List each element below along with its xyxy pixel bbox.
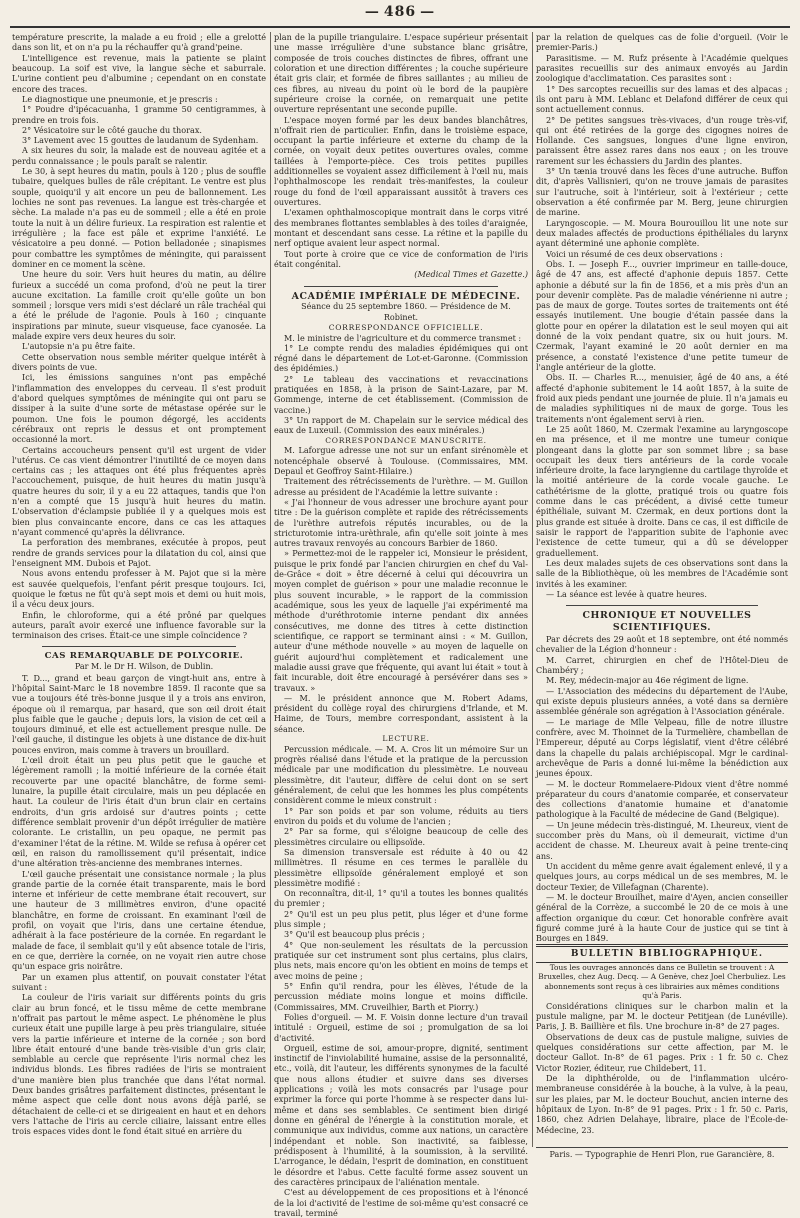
paragraph: Tout porte à croire que ce vice de conformation de l'iris était congénital.: [274, 248, 528, 269]
paragraph: Folies d'orgueil. — M. F. Voisin donne lecture d'un travail intitulé : Orgueil, estime de soi ; promulgation de sa loi d'activité.: [274, 1011, 528, 1043]
paragraph: L'autopsie n'a pu être faite.: [22, 341, 136, 352]
section-separator: [304, 286, 498, 287]
paragraph: 2° De petites sangsues très-vivaces, d'un rouge très-vif, qui ont été retirées de la gorge des cigognes noires de Hollande. Ces sangsues, longues d'une ligne environ, paraissent être assez rares dans nos eaux ; on les trouve rarement sur les échassiers du Jardin des plantes.: [536, 114, 788, 166]
paragraph: 1° Des sarcoptes recueillis sur des lamas et des alpacas ; ils ont paru à MM. Leblanc et Delafond différer de ceux qui sont actuellement connus.: [536, 83, 788, 115]
paragraph: 1° Poudre d'ipécacuanha, 1 gramme 50 centigrammes, à prendre en trois fois.: [12, 104, 266, 125]
printer-footer: Paris. — Typographie de Henri Plon, rue Garancière, 8.: [536, 1147, 788, 1159]
paragraph: Les deux malades sujets de ces observations sont dans la salle de la Bibliothèque, où les membres de l'Académie sont invités à les examiner.: [536, 557, 788, 589]
paragraph: Nous avons entendu professer à M. Pajot que si la mère est sauvée quelquefois, l'enfant périt presque toujours. Ici, quoique le fœtus ne fût qu'à sept mois et demi ou huit mois, il a vécu deux jours.: [12, 568, 266, 610]
paragraph: M. Rey, médecin-major au 46e régiment de ligne.: [546, 675, 749, 686]
paragraph: Le 25 août 1860, M. Czermak l'examine au laryngoscope en ma présence, et il me montre une tumeur conique plongeant dans la glotte par son sommet libre ; sa base occupait les deux tiers antérieurs de la corde vocale inférieure droite, la face laryngienne du cartilage thyroïde et la moitié antérieure de la corde vocale gauche. Le cathétérisme de la glotte, pratiqué trois ou quatre fois comme dans le cas précédent, a divisé cette tumeur épithéliale, suivant M. Czermak, en deux portions dont la plus grande est située à droite. Dans ce cas, il est difficile de saisir le rapport de l'apparition subite de l'aphonie avec l'existence de cette tumeur, qui a dû se développer graduellement.: [536, 423, 788, 558]
section-separator: [566, 605, 758, 606]
paragraph: Obs. I. — Joseph F..., ouvrier imprimeur en taille-douce, âgé de 47 ans, est affecté d'aphonie depuis 1857. Cette aphonie a débuté sur la fin de 1856, et a mis près d'un an pour devenir complète. Pas de maladie vénérienne ni autre ; pas de maux de gorge. Toutes sortes de traitements ont été essayés inutilement. Une bougie d'étain passée dans la glotte pour en opérer la dilatation est le seul moyen qui ait donné de la voix pendant quatre, six ou huit jours. M. Czermak, l'ayant examiné le 20 août dernier en ma présence, a constaté l'existence d'une petite tumeur de l'angle antérieur de la glotte.: [536, 258, 788, 372]
paragraph: A six heures du soir, la malade est de nouveau agitée et a perdu connaissance ; le pouls paraît se ralentir.: [12, 145, 266, 166]
paragraph: par la relation de quelques cas de folie d'orgueil. (Voir le premier-Paris.): [536, 32, 788, 53]
paragraph: Ici, les émissions sanguines n'ont pas empêché l'inflammation des enveloppes du cerveau. Il s'est produit d'abord quelques symptômes de méningite qui ont paru se dissiper à la suite d'une sorte de métastase opérée sur le poumon. Une fois le poumon dégorgé, les accidents cérébraux ont repris le dessus et ont promptement occasionné la mort.: [12, 372, 266, 445]
paragraph: — Un jeune médecin très-distingué, M. Lheureux, vient de succomber près du Mans, où il demeurait, victime d'un accident de chasse. M. Lheureux avait à peine trente-cinq ans.: [536, 819, 788, 861]
paragraph: — Le mariage de Mlle Velpeau, fille de notre illustre confrère, avec M. Thoinnet de la Turmelière, chambellan de l'Empereur, député au Corps législatif, vient d'être célébré dans la chapelle du palais archiépiscopal. Mgr le cardinal-archevêque de Paris a donné lui-même la bénédiction aux jeunes époux.: [536, 716, 788, 779]
paragraph: 2° Le tableau des vaccinations et revaccinations pratiquées en 1858, à la prison de Saint-Lazare, par M. Gommenge, interne de cet établissement. (Commission de vaccine.): [274, 373, 528, 415]
paragraph: L'œil droit était un peu plus petit que le gauche et légèrement ramolli ; la moitié inférieure de la cornée était recouverte par une opacité blanchâtre, de forme semi-lunaire, la pupille était circulaire, mais un peu déplacée en haut. La couleur de l'iris était d'un brun clair en certains endroits, d'un gris ardoisé sur d'autres points ; cette différence semblait provenir d'un dépôt irrégulier de matière colorante. Le cristallin, un peu opaque, ne permit pas d'examiner l'état de la rétine. M. Wilde se refusa à opérer cet œil, en raison du ramollissement qu'il présentait, indice d'une altération très-ancienne des membranes internes.: [12, 755, 266, 869]
paragraph: L'espace moyen formé par les deux bandes blanchâtres, n'offrait rien de particulier. Enfin, dans le troisième espace, occupant la partie inférieure et externe du champ de la cornée, on voyait deux petites ouvertures ovales, comme taillées à l'emporte-pièce. Ces trois petites pupilles additionnelles se voyaient assez difficilement à l'œil nu, mais l'ophthalmoscope les rendait très-manifestes, la couleur rouge du fond de l'œil apparaissant aussitôt à travers ces ouvertures.: [274, 114, 528, 207]
paragraph: « J'ai l'honneur de vous adresser une brochure ayant pour titre : De la guérison complète et rapide des rétrécissements de l'urèthre autrefois réputés incurables, ou de la stricturotomie intra-urèthrale, afin qu'elle soit jointe à mes autres travaux renvoyés au concours Barbier de 1860.: [274, 496, 528, 549]
paragraph: M. Carret, chirurgien en chef de l'Hôtel-Dieu de Chambéry ;: [536, 654, 788, 676]
paragraph: L'examen ophthalmoscopique montrait dans le corps vitré des membranes flottantes semblables à des toiles d'araignée, montant et descendant sans cesse. La rétine et la papille du nerf optique avaient leur aspect normal.: [274, 207, 528, 249]
header-rule: [10, 26, 790, 28]
paragraph: Voici un résumé de ces deux observations :: [546, 248, 723, 259]
paragraph: Par un examen plus attentif, on pouvait constater l'état suivant :: [12, 971, 266, 992]
paragraph: — M. le docteur Brouilhet, maire d'Ayen, ancien conseiller général de la Corrèze, a succombé le 20 de ce mois à une affection organique du cœur. Cet honorable confrère avait figuré comme juré à la haute Cour de justice qui se tint à Bourges en 1849.: [536, 891, 788, 944]
paragraph: — L'Association des médecins du département de l'Aube, qui existe depuis plusieurs années, a voté dans sa dernière assemblée générale son agrégation à l'Association générale.: [536, 685, 788, 717]
paragraph: L'intelligence est revenue, mais la patiente se plaint beaucoup. La soif est vive, la langue sèche et saburrale. L'urine contient peu d'albumine ; cependant on en constate encore des traces.: [12, 52, 266, 94]
paragraph: M. le ministre de l'agriculture et du commerce transmet :: [284, 332, 522, 343]
subsection-title: CORRESPONDANCE MANUSCRITE.: [325, 435, 487, 445]
paragraph: C'est au développement de ces propositions et à l'énoncé de la loi d'activité de l'estime de soi-même qu'est consacré ce travail, terminé: [274, 1187, 528, 1218]
paragraph: La couleur de l'iris variait sur différents points du gris clair au brun foncé, et le tissu même de cette membrane n'offrait pas partout le même aspect. Le phénomène le plus curieux était une pupille large à peu près triangulaire, située vers la partie inférieure et interne de la cornée ; son bord libre était entouré d'une bande très-visible d'un gris clair, semblable au cercle que représente l'iris normal chez les individus blonds. Les fibres radiées de l'iris se montraient d'une manière bien plus tranchée que dans l'état normal. Deux bandes grisâtres parfaitement distinctes, présentant le même aspect que celle dont nous avons déjà parlé, se détachaient de celle-ci et se dirigeaient en haut et en dehors vers l'attache de l'iris au cercle ciliaire, laissant entre elles trois espaces vides dont le fond était situé en arrière du: [12, 992, 266, 1137]
paragraph: Orgueil, estime de soi, amour-propre, dignité, sentiment instinctif de l'inviolabilité humaine, assise de la personnalité, etc., voilà, dit l'auteur, les différents synonymes de la faculté que nous allons étudier et suivre dans ses diverses applications ; voilà les mots consacrés par l'usage pour exprimer la force qui porte l'homme à se respecter dans lui-même et dans ses semblables. Ce sentiment bien dirigé donne en général de l'énergie à la constitution morale, et communique aux individus, comme aux nations, un caractère indépendant et noble. Son inactivité, sa faiblesse, prédisposent à l'humilité, à la soumission, à la servilité. L'arrogance, le dédain, l'esprit de domination, en constituent le désordre et l'abus. Cette faculté forme assez souvent un des caractères principaux de l'aliénation mentale.: [274, 1042, 528, 1187]
bibliography-entry: Observations de deux cas de pustule maligne, suivies de quelques considérations sur cette affection, par M. le docteur Gallot. In-8° de 61 pages. Prix : 1 fr. 50 c. Chez Victor Rozier, éditeur, rue Childebert, 11.: [536, 1031, 788, 1073]
journal-page: [6, 0, 794, 1218]
section-separator: [42, 646, 236, 647]
paragraph: Laryngoscopie. — M. Moura Bourouillou lit une note sur deux malades affectés de productions épithéliales du larynx ayant déterminé une aphonie complète.: [536, 217, 788, 249]
paragraph: Parasitisme. — M. Rufz présente à l'Académie quelques parasites recueillis sur des animaux envoyés au Jardin zoologique d'acclimatation. Ces parasites sont :: [536, 52, 788, 84]
bulletin-intro: Tous les ouvrages annoncés dans ce Bulletin se trouvent : A Bruxelles, chez Aug. Decq. — A Genève, chez Joel Cherbuliez. Les abonnements sont reçus à ces librairies aux mêmes conditions qu'à Paris.: [538, 963, 786, 1001]
column-divider: [270, 32, 271, 1147]
paragraph: 4° Que non-seulement les résultats de la percussion pratiquée sur cet instrument sont plus certains, plus clairs, plus nets, mais encore qu'on les obtient en moins de temps et avec moins de peine ;: [274, 939, 528, 981]
paragraph: Traitement des rétrécissements de l'urèthre. — M. Guillon adresse au président de l'Académie la lettre suivante :: [274, 476, 528, 497]
column-2: [274, 32, 528, 1218]
paragraph: La perforation des membranes, exécutée à propos, peut rendre de grands services pour la dilatation du col, ainsi que l'enseignent MM. Dubois et Pajot.: [12, 537, 266, 568]
paragraph: — La séance est levée à quatre heures.: [546, 588, 707, 599]
paragraph: 1° Le compte rendu des maladies épidémiques qui ont régné dans le département de Lot-et-Garonne. (Commission des épidémies.): [274, 342, 528, 374]
source-citation: (Medical Times et Gazette.): [414, 269, 528, 280]
paragraph: » Permettez-moi de le rappeler ici, Monsieur le président, puisque le prix fondé par l'ancien chirurgien en chef du Val-de-Grâce « doit » être décerné à celui qui découvrira un moyen complet de guérison » pour une maladie reconnue le plus souvent incurable, » le rapport de la commission académique, sous les yeux de laquelle j'ai expérimenté ma méthode d'uréthrotomie interne pendant dix années consécutives, me donne des titres à cette distinction scientifique, ce rapport se terminant ainsi : « M. Guillon, auteur d'une méthode nouvelle » au moyen de laquelle on guérit aujourd'hui complètement et radicalement une maladie aussi grave que fréquente, qui avant lui était » tout à fait incurable, doit être encouragé à persévérer dans ses » travaux. »: [274, 548, 528, 693]
paragraph: 1° Par son poids et par son volume, réduits au tiers environ du poids et du volume de l'ancien ;: [274, 805, 528, 826]
column-divider: [532, 32, 533, 1147]
section-title: ACADÉMIE IMPÉRIALE DE MÉDECINE.: [291, 290, 521, 302]
paragraph: — M. le docteur Rommelaere-Pidoux vient d'être nommé préparateur du cours d'anatomie comparée, et conservateur des collections d'anatomie humaine et d'anatomie pathologique à la Faculté de médecine de Gand (Belgique).: [536, 778, 788, 820]
bibliography-entry: Considérations cliniques sur le charbon malin et la pustule maligne, par M. le docteur Petitjean (de Lunéville). Paris, J. B. Baillière et fils. Une brochure in-8° de 27 pages.: [536, 1000, 788, 1032]
paragraph: Obs. II. — Charles R..., menuisier, âgé de 40 ans, a été affecté d'aphonie subitement le 14 août 1857, à la suite de froid aux pieds pendant une journée de pluie. Il n'a jamais eu de maladies syphilitiques ni de maux de gorge. Tous les traitements n'ont également servi à rien.: [536, 372, 788, 424]
paragraph: Cette observation nous semble mériter quelque intérêt à divers points de vue.: [12, 351, 266, 372]
bibliography-entry: De la diphthérolde, ou de l'inflammation ulcéro-membraneuse considérée à la bouche, à la vulve, à la peau, sur les plaies, par M. le docteur Bouchut, ancien interne des hôpitaux de Lyon. In-8° de 91 pages. Prix : 1 fr. 50 c. Paris, 1860, chez Adrien Delahaye, libraire, place de l'École-de-Médecine, 23.: [536, 1072, 788, 1135]
paragraph: 2° Vésicatoire sur le côté gauche du thorax.: [22, 124, 202, 135]
paragraph: plan de la pupille triangulaire. L'espace supérieur présentait une masse irrégulière d'une substance blanc grisâtre, composée de trois couches distinctes de fibres, offrant une coloration et une direction différentes ; la couche supérieure était gris clair, et formée de fibres saillantes ; au milieu de ces fibres, au niveau du point où le bord de la paupière supérieure croise la cornée, on remarquait une petite ouverture représentant une seconde pupille.: [274, 32, 528, 115]
paragraph: L'œil gauche présentait une consistance normale ; la plus grande partie de la cornée était transparente, mais le bord interne et inférieur de cette membrane était recouvert, sur une hauteur de 3 millimètres environ, d'une opacité blanchâtre, en forme de croissant. En examinant l'œil de profil, on voyait que l'iris, dans une certaine étendue, adhérait à la face postérieure de la cornée. En regardant le malade de face, il semblait qu'il y eût absence totale de l'iris, en ce que, derrière la cornée, on ne voyait rien autre chose qu'un espace gris noirâtre.: [12, 868, 266, 972]
section-title: BULLETIN BIBLIOGRAPHIQUE.: [536, 944, 788, 963]
paragraph: — M. le président annonce que M. Robert Adams, président du collège royal des chirurgiens d'Irlande, et M. Haime, de Tours, membre correspondant, assistent à la séance.: [274, 692, 528, 734]
column-3: [536, 32, 788, 1143]
paragraph: T. D..., grand et beau garçon de vingt-huit ans, entre à l'hôpital Saint-Marc le 18 novembre 1859. Il raconte que sa vue a toujours été très-bonne jusque il y a trois ans environ, époque où il remarqua, par hasard, que son œil droit était plus faible que le gauche ; depuis lors, la vision de cet œil a toujours diminué, et elle est actuellement presque nulle. De l'œil gauche, il distingue les objets à une distance de dix-huit pouces environ, mais comme à travers un brouillard.: [12, 672, 266, 755]
section-title: CHRONIQUE ET NOUVELLES SCIENTIFIQUES.: [582, 610, 752, 634]
paragraph: 2° Par sa forme, qui s'éloigne beaucoup de celle des plessimètres circulaire ou ellipsoïde.: [274, 826, 528, 847]
paragraph: Un accident du même genre avait également enlevé, il y a quelques jours, au corps médical un de ses membres, M. le docteur Texier, de Villefagnan (Charente).: [536, 861, 788, 892]
paragraph: 3° Un tænia trouvé dans les fèces d'une autruche. Buffon dit, d'après Vallisnieri, qu'on ne trouve jamais de parasites sur l'autruche, soit à l'intérieur, soit à l'extérieur ; cette observation a été confirmée par M. Berg, jeune chirurgien de marine.: [536, 166, 788, 218]
paragraph: Certains accoucheurs pensent qu'il est urgent de vider l'utérus. Ce cas vient démontrer l'inutilité de ce moyen dans certains cas ; les attaques ont été plus fréquentes après l'accouchement, puisque, de huit heures du matin jusqu'à quatre heures du soir, il y a eu 22 attaques, tandis que l'on n'en a compté que 15 jusqu'à huit heures du matin. L'observation d'éclampsie publiée il y a quelques mois est bien plus convaincante encore, dans ce cas les attaques n'ayant commencé qu'après la délivrance.: [12, 444, 266, 537]
paragraph: Sa dimension transversale est réduite à 40 ou 42 millimètres. Il résume en ces termes le parallèle du plessimètre ellipsoïde généralement employé et son plessimètre modifié :: [274, 846, 528, 888]
paragraph: 2° Qu'il est un peu plus petit, plus léger et d'une forme plus simple ;: [274, 908, 528, 930]
paragraph: Percussion médicale. — M. A. Cros lit un mémoire Sur un progrès réalisé dans l'étude et la pratique de la percussion médicale par une modification du plessimètre. Le nouveau plessimètre, dit l'auteur, diffère de celui dont on se sert généralement, de celui que les hommes les plus compétents considèrent comme le mieux construit :: [274, 743, 528, 806]
paragraph: 3° Qu'il est beaucoup plus précis ;: [284, 929, 425, 940]
subsection-title: CORRESPONDANCE OFFICIELLE.: [328, 322, 484, 332]
session-line: Séance du 25 septembre 1860. — Présidence de M. Robinet.: [301, 302, 511, 322]
page-number: — 486 —: [6, 4, 794, 20]
paragraph: 3° Un rapport de M. Chapelain sur le service médical des eaux de Luxeuil. (Commission des eaux minérales.): [274, 415, 528, 436]
article-title: CAS REMARQUABLE DE POLYCORIE.: [44, 651, 244, 662]
paragraph: Le diagnostique une pneumonie, et je prescris :: [22, 93, 218, 104]
paragraph: température prescrite, la malade a eu froid ; elle a grelotté dans son lit, et on n'a pu la réchauffer qu'à grand'peine.: [12, 32, 266, 53]
paragraph: 5° Enfin qu'il rendra, pour les élèves, l'étude de la percussion médiate moins longue et moins difficile. (Commissaires, MM. Cruveilhier, Barth et Piorry.): [274, 980, 528, 1012]
paragraph: Le 30, à sept heures du matin, pouls à 120 ; plus de souffle tubaire, quelques bulles de râle crépitant. Le ventre est plus souple, quoiqu'il y ait encore un peu de ballonnement. Les lochies ne sont pas revenues. La langue est très-chargée et sèche. La malade n'a pas eu de sommeil ; elle a été en proie toute la nuit à un délire furieux. La respiration est ralentie et irrégulière ; la face est pâle et exprime l'anxiété. Le vésicatoire a peu donné. — Potion belladonée ; sinapismes pour combattre les symptômes de méningite, qui paraissent dominer en ce moment la scène.: [12, 166, 266, 269]
subsection-title: LECTURE.: [382, 734, 430, 744]
paragraph: Une heure du soir. Vers huit heures du matin, au délire furieux a succédé un coma profond, d'où ne peut la tirer aucune excitation. La famille croit qu'elle goûte un bon sommeil ; lorsque vers midi s'est déclaré un râle trachéal qui a été le prélude de l'agonie. Pouls à 160 ; cinquante inspirations par minute, sueur visqueuse, face cyanosée. La malade expire vers deux heures du soir.: [12, 269, 266, 342]
paragraph: On reconnaîtra, dit-il, 1° qu'il a toutes les bonnes qualités du premier ;: [274, 888, 528, 909]
paragraph: Enfin, le chloroforme, qui a été prôné par quelques auteurs, paraît avoir exercé une influence favorable sur la terminaison des crises. Était-ce une simple coïncidence ?: [12, 609, 266, 641]
paragraph: M. Laforgue adresse une not sur un enfant sirénomèle et notencéphale observé à Toulouse. (Commissaires, MM. Depaul et Geoffroy Saint-Hilaire.): [274, 445, 528, 476]
paragraph: 3° Lavement avec 15 gouttes de laudanum de Sydenham.: [22, 135, 259, 146]
paragraph: Par décrets des 29 août et 18 septembre, ont été nommés chevalier de la Légion d'honneur :: [536, 634, 788, 655]
column-1: [12, 32, 266, 1149]
article-byline: Par M. le Dr H. Wilson, de Dublin.: [74, 662, 214, 672]
